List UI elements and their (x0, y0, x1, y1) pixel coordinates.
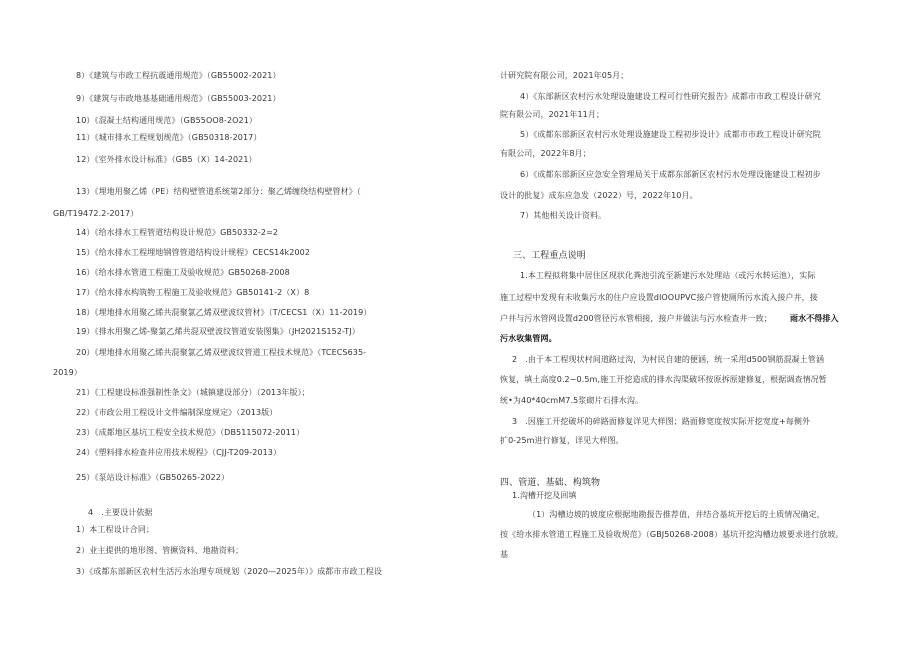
text-line: 17）《给水排水构筑物工程施工及验收规范》GB50141-2（X）8 (76, 288, 310, 297)
text-line: 6）《成都东部新区应急安全管理局关于成都东部新区农村污水处理设施建设工程初步 (520, 170, 821, 179)
text-line: 23）《成都地区基坑工程安全技术规范》（DB5115072-2011） (76, 428, 305, 437)
text-line: 按《给水排水管道工程施工及验收规范》（GBJ50268-2008）基坑开挖沟槽边坡要求进行放坡。 (500, 530, 844, 539)
text-line: 7）其他相关设计资料。 (520, 211, 607, 220)
text-line: GB/T19472.2-2017） (53, 209, 139, 218)
text-line: 基 (500, 550, 509, 559)
section-heading: 三、工程重点说明 (513, 251, 586, 261)
text-line: 9）《建筑与市政地基基础通用规范》（GB55003-2021） (76, 94, 281, 103)
text-line: 11）《城市排水工程规划规范》（GB50318-2017） (76, 133, 262, 142)
text-line: 1）本工程设计合同； (76, 525, 155, 534)
text-line: 施工过程中发现有未收集污水的住户应设置dlOOUPVC接户管使厕所污水流入接户井，接 (500, 293, 818, 302)
section-heading: 四、管道、基础、构筑物 (500, 478, 601, 488)
text-line: 户井与污水管网设置d200管径污水管相接，接户井做法与污水检查井一致； (500, 314, 772, 323)
text-line: 统•为40*40cmM7.5浆砌片石排水沟。 (500, 396, 644, 405)
text-line: 10）《混凝土结构通用规范》（GB55OO8-2O21） (76, 116, 257, 125)
text-line: 恢复，填土高度0.2~0.5m,施工开挖造成的排水沟渠破坏按原拆原建修复，根据调查情况暂 (500, 375, 827, 384)
text-line: 4）《东部新区农村污水处理设施建设工程可行性研究报告》成都市市政工程设计研究 (520, 92, 821, 101)
text-line: 22）《市政公用工程设计文件编制深度规定》（2013版） (76, 408, 278, 417)
text-line: 3）《成都东部新区农村生活污水治理专项规划（2020—2025年）》成都市市政工程设 (76, 567, 383, 576)
emphasis-text: 污水收集管网。 (500, 334, 557, 343)
text-line: 有限公司，2022年8月； (500, 149, 591, 158)
text-line: 计研究院有限公司，2021年05月； (500, 71, 629, 80)
text-line: 2 .由于本工程现状村间道路过沟，为村民自建的便涵，统一采用d500钢筋混凝土管涵 (512, 355, 825, 364)
text-line: 8）《建筑与市政工程抗震通用规范》（GB55002-2021） (76, 71, 281, 80)
text-line: 13）《埋地用聚乙烯（PE）结构壁管道系统第2部分：聚乙烯缠绕结构壁管材》（ (76, 187, 361, 196)
text-line: 25）《泵站设计标准》（GB50265-2022） (76, 473, 230, 482)
section-heading: 4 .主要设计依据 (88, 508, 153, 517)
text-line: 1.本工程拟将集中居住区现状化粪池引流至新建污水处理站（或污水转运池），实际 (520, 271, 816, 280)
text-line: （1）沟槽边坡的坡度应根据地勘报告推荐值，并结合基坑开挖后的土质情况确定， (528, 510, 825, 519)
text-line: 15）《给水排水工程埋地钢管管道结构设计规程》CECS14k2002 (76, 248, 311, 257)
subsection-heading: 1.沟槽开挖及回填 (512, 491, 577, 500)
text-line: 3 .因施工开挖破坏的碎路面修复详见大样图；路面修宽度按实际开挖宽度+每侧外 (512, 417, 811, 426)
emphasis-text: 雨水不得排入 (790, 314, 839, 323)
text-line: 24）《塑料排水检查井应用技术规程》（CJJ-T209-2013） (76, 448, 282, 457)
text-line: 2019） (53, 368, 82, 377)
text-line: 扩0-25m进行修复，详见大样图。 (500, 436, 624, 445)
text-line: 5）《成都东部新区农村污水处理设施建设工程初步设计》成都市市政工程设计研究院 (520, 130, 821, 139)
text-line: 16）《给水排水管道工程施工及验收规范》GB50268-2008 (76, 268, 290, 277)
text-line: 21）《工程建设标准强制性条文》（城镇建设部分）（2013年版）； (76, 388, 310, 397)
text-line: 14）《给水排水工程管道结构设计规范》GB50332-2=2 (76, 228, 279, 237)
text-line: 设计的批复》成东应急发（2022）号，2022年10月。 (500, 191, 698, 200)
text-line: 12）《室外排水设计标准》（GB5（X）14-2021） (76, 155, 257, 164)
text-line: 2）业主提供的地形图、管撅资料、地勘资料； (76, 546, 244, 555)
text-line: 19）《排水用聚乙烯-聚氯乙烯共混双壁波纹管道安装图集》（JH2021S152-TJ） (76, 327, 360, 336)
text-line: 院有限公司，2021年11月； (500, 110, 605, 119)
text-line: 18）《埋地排水用聚乙烯共混聚氯乙烯双壁波纹管材》（T/CECS1（X）11-2019） (76, 308, 372, 317)
text-line: 20）《埋地排水用聚乙烯共混聚氯乙烯双壁波纹管道工程技术规范》（TCECS635- (76, 348, 367, 357)
